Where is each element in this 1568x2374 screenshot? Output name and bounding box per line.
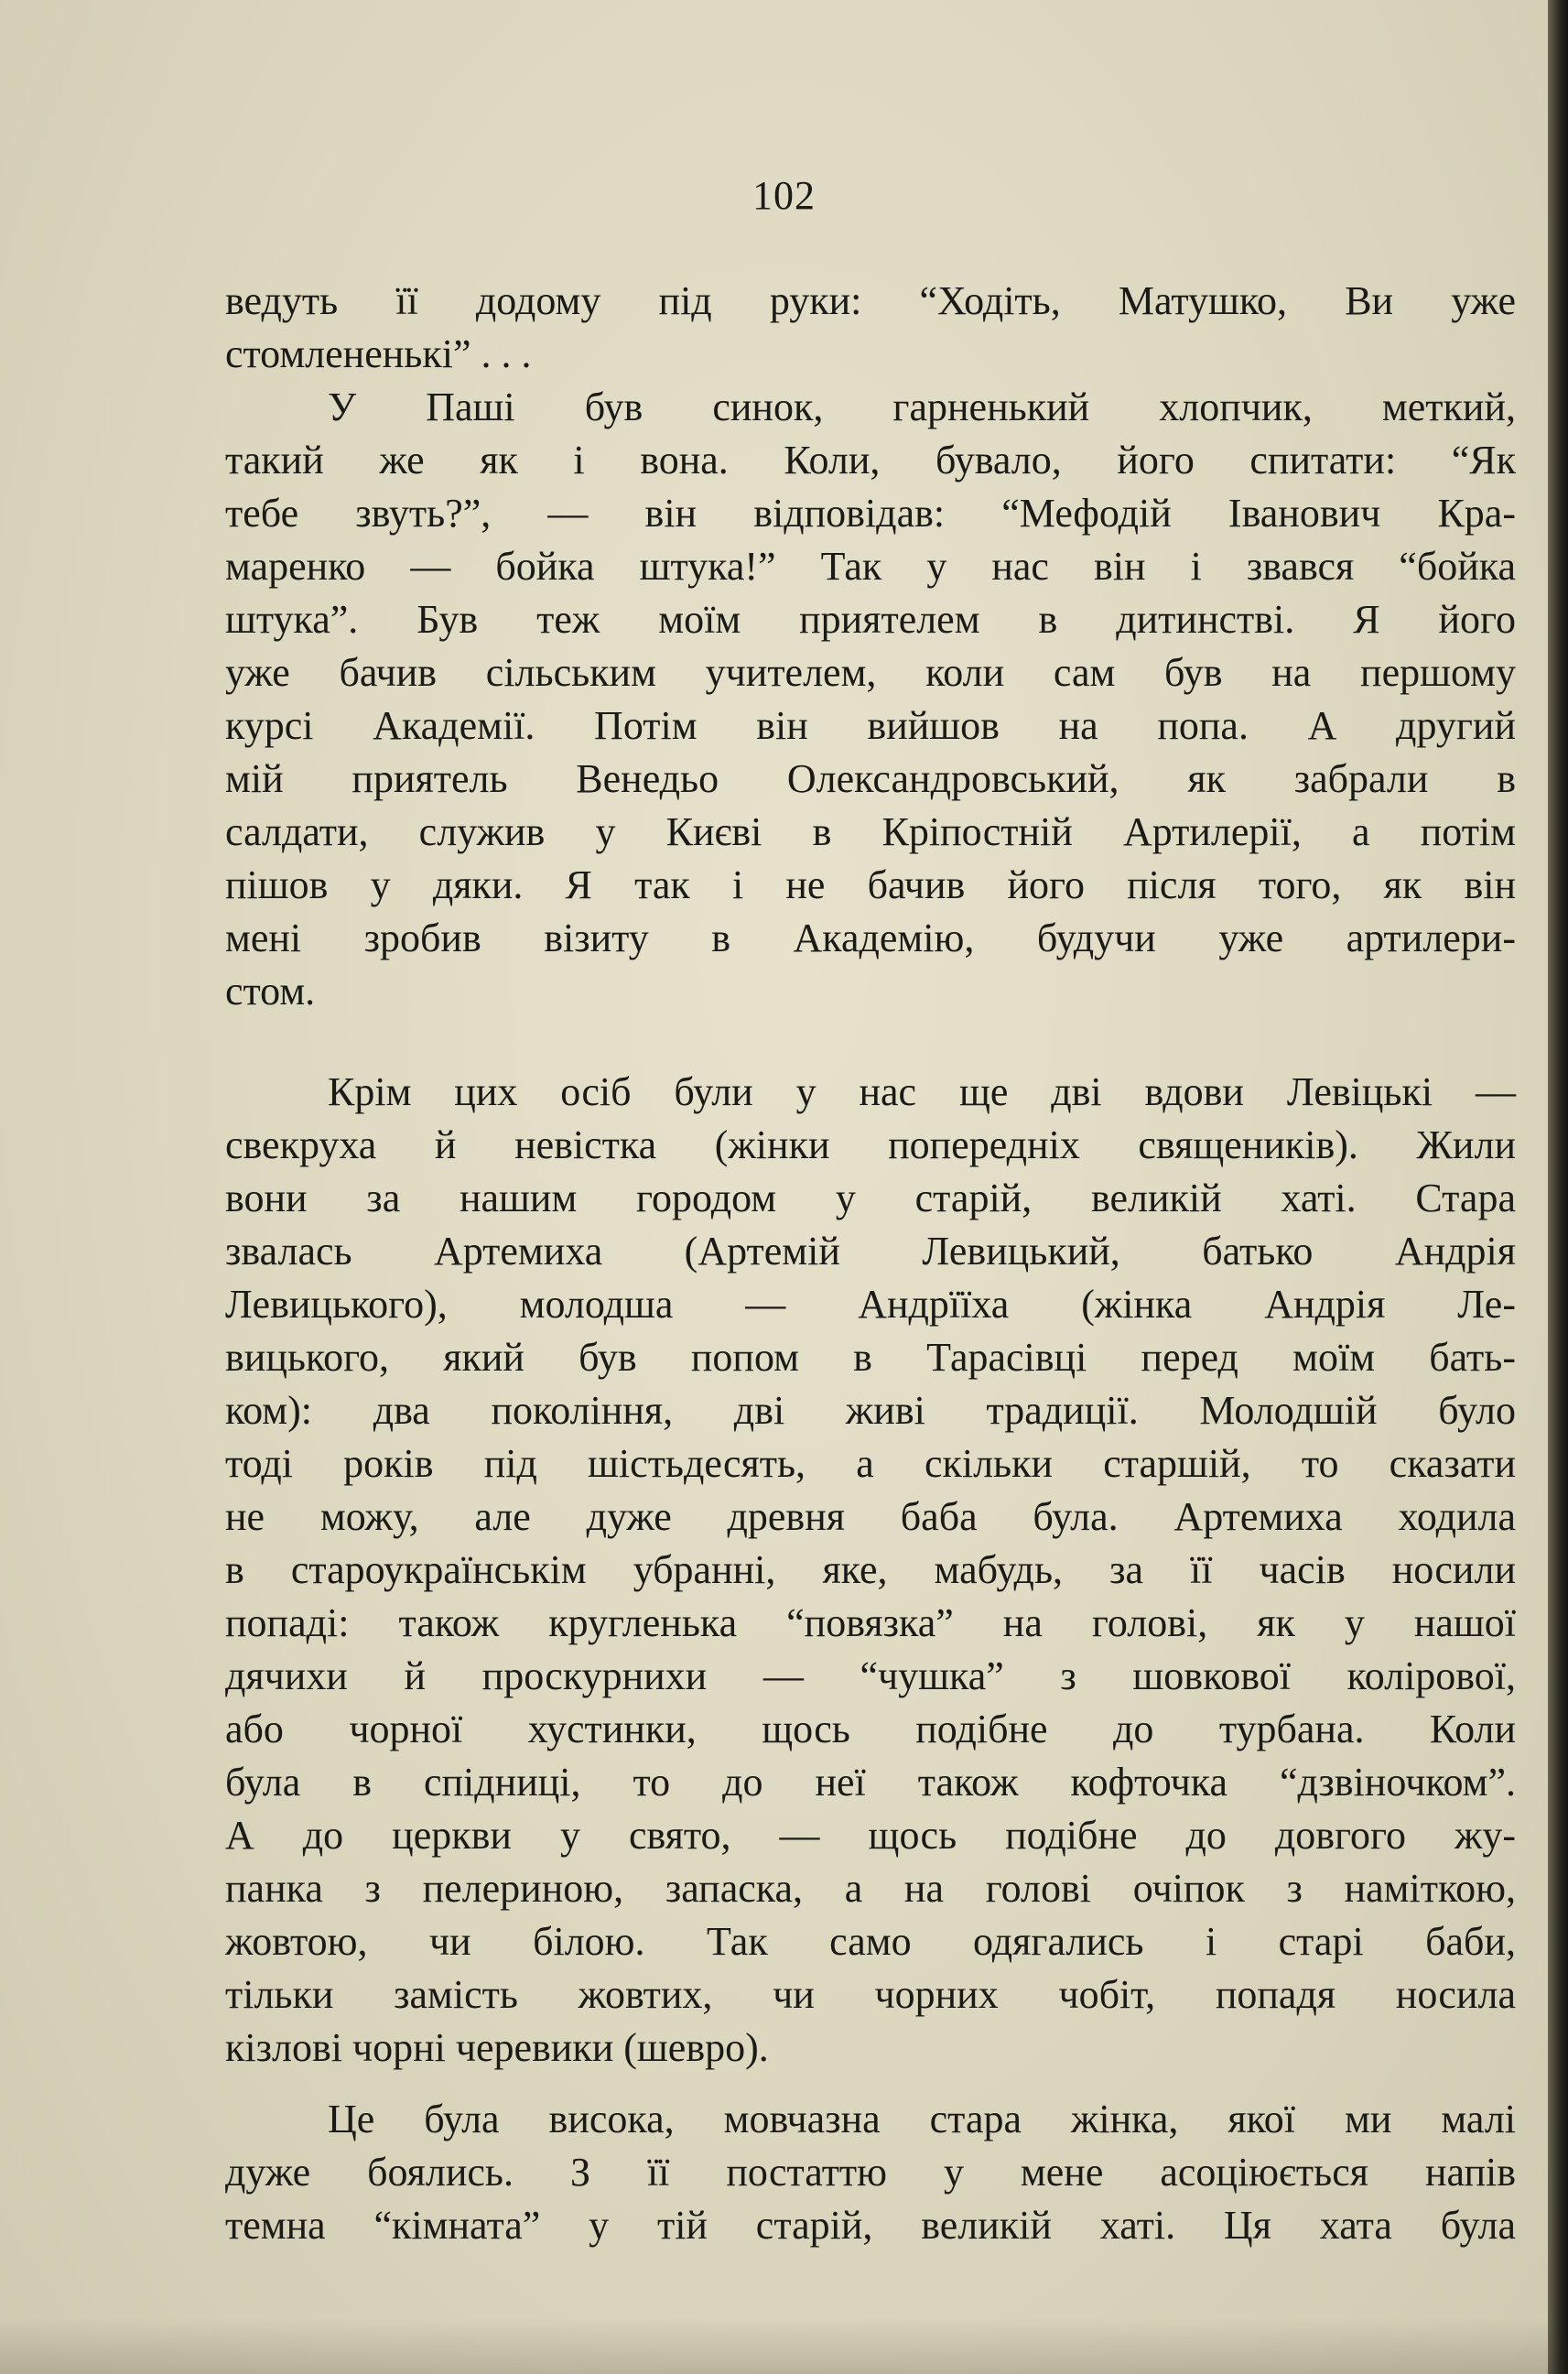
text-line: А до церкви у свято, — щось подібне до довгого жу-: [225, 1813, 1516, 1858]
body-text: [225, 275, 1516, 2252]
text-line: кізлові чорні черевики (шевро).: [225, 2025, 769, 2070]
text-line: штука”. Був теж моїм приятелем в дитинстві. Я його: [225, 597, 1516, 642]
text-line: У Паші був синок, гарненький хлопчик, меткий,: [328, 385, 1516, 429]
text-line: тебе звуть?”, — він відповідав: “Мефодій Іванович Кра-: [225, 491, 1516, 536]
paragraph: [225, 1066, 1516, 2075]
text-line: тоді років під шістьдесять, а скільки старшій, то сказати: [225, 1441, 1516, 1486]
text-line: або чорної хустинки, щось подібне до турбана. Коли: [225, 1707, 1516, 1751]
text-line: салдати, служив у Києві в Кріпостній Артилерії, а потім: [225, 809, 1516, 854]
text-line: стом.: [225, 969, 316, 1014]
text-line: тільки замість жовтих, чи чорних чобіт, попадя носила: [225, 1972, 1516, 2017]
text-line: ком): два покоління, дві живі традиції. Молодшій було: [225, 1388, 1516, 1433]
text-line: мені зробив візиту в Академію, будучи уже артилери-: [225, 916, 1516, 960]
text-line: Левицького), молодша — Андрїїха (жінка Андрія Ле-: [225, 1282, 1516, 1327]
paragraph-gap: [225, 2075, 1516, 2093]
text-line: попаді: також кругленька “повязка” на голові, як у нашої: [225, 1600, 1516, 1645]
page-edge-shadow: [1548, 0, 1568, 2374]
text-line: свекруха й невістка (жінки попередніх священиків). Жили: [225, 1122, 1516, 1167]
text-line: пішов у дяки. Я так і не бачив його після того, як він: [225, 862, 1516, 907]
paragraph: [225, 275, 1516, 381]
text-line: курсі Академії. Потім він вийшов на попа. А другий: [225, 703, 1516, 748]
text-line: мій приятель Венедьо Олександровський, як забрали в: [225, 756, 1516, 801]
page-bottom-shadow: [0, 2319, 1568, 2374]
text-line: була в спідниці, то до неї також кофточка “дзвіночком”.: [225, 1760, 1516, 1805]
paragraph: [225, 2093, 1516, 2252]
text-line: уже бачив сільським учителем, коли сам був на першому: [225, 650, 1516, 695]
text-line: звалась Артемиха (Артемій Левицький, батько Андрія: [225, 1229, 1516, 1274]
text-line: такий же як і вона. Коли, бувало, його спитати: “Як: [225, 438, 1516, 482]
text-line: жовтою, чи білою. Так само одягались і старі баби,: [225, 1919, 1516, 1964]
paragraph: [225, 381, 1516, 1018]
text-line: панка з пелериною, запаска, а на голові очіпок з наміткою,: [225, 1866, 1516, 1911]
text-line: не можу, але дуже древня баба була. Артемиха ходила: [225, 1494, 1516, 1539]
page-number: 102: [752, 173, 816, 218]
text-line: ведуть її додому під руки: “Ходіть, Матушко, Ви уже: [225, 278, 1516, 323]
text-line: вони за нашим городом у старій, великій хаті. Стара: [225, 1176, 1516, 1220]
text-line: в староукраїнськім убранні, яке, мабудь, за її часів носили: [225, 1547, 1516, 1592]
text-line: Це була висока, мовчазна стара жінка, якої ми малі: [328, 2097, 1516, 2141]
text-line: дячихи й проскурнихи — “чушка” з шовкової колірової,: [225, 1653, 1516, 1698]
text-line: вицького, який був попом в Тарасівці перед моїм бать-: [225, 1335, 1516, 1380]
text-line: дуже боялись. З її постаттю у мене асоціюється напів: [225, 2150, 1516, 2195]
paragraph-gap: [225, 1018, 1516, 1066]
text-line: стомлененькі” . . .: [225, 331, 532, 376]
text-line: Крім цих осіб були у нас ще дві вдови Левіцькі —: [328, 1069, 1516, 1114]
text-line: маренко — бойка штука!” Так у нас він і звався “бойка: [225, 544, 1516, 589]
text-line: темна “кімната” у тій старій, великій хаті. Ця хата була: [225, 2203, 1516, 2248]
